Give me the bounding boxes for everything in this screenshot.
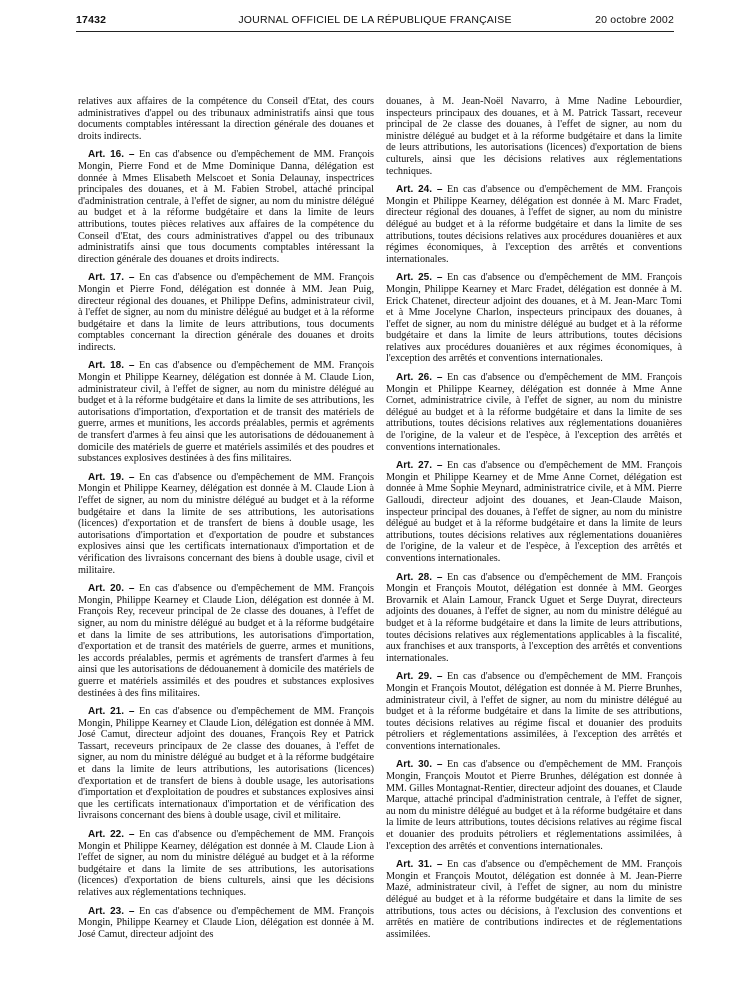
right-column [386, 96, 682, 947]
article-paragraph [78, 706, 374, 822]
article-paragraph [78, 906, 374, 941]
page-header [76, 14, 674, 32]
article-paragraph [78, 149, 374, 265]
article-number: Art. 23. – [88, 905, 135, 917]
article-number: Art. 29. – [396, 671, 443, 683]
article-number: Art. 28. – [396, 571, 443, 583]
article-paragraph [386, 184, 682, 265]
article-text: En cas d'absence ou d'empêchement de MM. François Mongin et Philippe Kearney, délégation est donnée à M. Marc Fradet, directeur régional des douanes, à l'effet de signer, au nom du ministre délégué au budget et à la réforme budgétaire et dans la limite de ses attributions, toutes décisions relatives aux procédures douanières et aux régimes économiques, à l'exception des arrêtés et conventions internationales. [386, 184, 683, 265]
article-paragraph [386, 96, 682, 177]
article-number: Art. 18. – [88, 360, 135, 372]
article-paragraph [386, 671, 682, 752]
article-paragraph [386, 372, 682, 453]
article-number: Art. 20. – [88, 583, 135, 595]
article-paragraph [78, 272, 374, 353]
article-paragraph [78, 583, 374, 699]
article-paragraph [78, 96, 374, 142]
page-number: 17432 [76, 14, 107, 26]
article-text: En cas d'absence ou d'empêchement de MM. François Mongin et Philippe Kearney, délégation est donnée à Mme Anne Cornet, administratrice civile, à l'effet de signer, au nom du ministre délégué au budget et à la réforme budgétaire et dans la limite de ses attributions, toutes décisions relatives aux réglementations douanières de l'origine, de la valeur et de l'espèce, à l'exception des arrêtés et conventions internationales. [386, 372, 683, 453]
article-number: Art. 24. – [396, 184, 443, 196]
article-number: Art. 16. – [88, 149, 135, 161]
article-text: En cas d'absence ou d'empêchement de MM. François Mongin, Pierre Fond et de Mme Dominique Danna, délégation est donnée à Mmes Elisabeth Melscoet et Sonia Delaunay, inspectrices principales des douanes, et à M. Fabien Strobel, attaché principal d'administration centrale, à l'effet de signer, au nom du ministre délégué au budget et à la réforme budgétaire et dans la limite de leurs attributions, toutes pièces relatives aux affaires de la compétence du Conseil d'Etat, des cours administratives d'appel ou des tribunaux administratifs ainsi que tous documents comptables intéressant la direction générale des douanes et droits indirects. [78, 149, 375, 265]
article-text: En cas d'absence ou d'empêchement de MM. François Mongin et Philippe Kearney, délégation est donnée à M. Claude Lion à l'effet de signer, au nom du ministre délégué au budget et à la réforme budgétaire et dans la limite de ses attributions, les autorisations (licences) d'exportation et de transfert de biens à double usage, les autorisations d'importation et d'exportation de poudre et substances explosives ainsi que les certificats internationaux d'importation et de vérification des livraisons concernant des biens à double usage, civil et militaire. [78, 471, 375, 576]
article-text: En cas d'absence ou d'empêchement de MM. François Mongin, Philippe Kearney et Claude Lion, délégation est donnée à MM. José Camut, directeur adjoint des douanes, François Rey et Patrick Tassart, receveurs principaux de 2e classe des douanes, à l'effet de signer, au nom du ministre délégué au budget et à la réforme budgétaire et dans la limite de leurs attributions, les autorisations (licences) d'exportation et de transfert de biens à double usage, les autorisations d'importation et d'exploitation de poudres et substances explosives ainsi que les certificats internationaux d'importation et de vérification des livraisons concernant des biens à double usage, civil et militaire. [78, 706, 375, 822]
article-text: relatives aux affaires de la compétence du Conseil d'Etat, des cours administratives d'appel ou des tribunaux administratifs ainsi que tous documents comptables intéressant la direction générale des douanes et droits indirects. [78, 96, 374, 142]
article-text: En cas d'absence ou d'empêchement de MM. François Mongin et François Moutot, délégation est donnée à M. Pierre Brunhes, administrateur civil, à l'effet de signer, au nom du ministre délégué au budget et à la réforme budgétaire et dans la limite de ses attributions, toutes décisions relatives au régime fiscal et douanier des produits pétroliers et réglementations assimilées, à l'exception des arrêtés et conventions internationales. [386, 671, 683, 752]
publication-date: 20 octobre 2002 [595, 14, 674, 26]
left-column [78, 96, 374, 947]
article-text: En cas d'absence ou d'empêchement de MM. François Mongin, François Moutot et Pierre Brunhes, délégation est donnée à MM. Gilles Montagnat-Rentier, directeur adjoint des douanes, et Claude Marque, attaché principal d'administration centrale, à l'effet de signer, au nom du ministre délégué au budget et à la réforme budgétaire et dans la limite de leurs attributions, toutes décisions relatives au régime fiscal et douanier des produits pétroliers et réglementations assimilées, à l'exception des arrêtés et conventions internationales. [386, 759, 683, 852]
article-text: En cas d'absence ou d'empêchement de MM. François Mongin et Philippe Kearney et de Mme Anne Cornet, délégation est donnée à Mme Sophie Meynard, administratrice civile, et à MM. Pierre Galloudi, directeur adjoint des douanes, et Jean-Claude Maison, inspecteur principal des douanes, à l'effet de signer, au nom du ministre délégué au budget et à la réforme budgétaire et dans la limite de leurs attributions, toutes décisions relatives aux réglementations douanières de l'origine, de la valeur et de l'espèce, à l'exception des arrêtés et conventions internationales. [386, 460, 683, 564]
article-text: En cas d'absence ou d'empêchement de MM. François Mongin et François Moutot, délégation est donnée à MM. Georges Brovarnik et Alain Lamour, Franck Uguet et Serge Duyrat, directeurs adjoints des douanes, à l'effet de signer, au nom du ministre délégué au budget et à la réforme budgétaire et dans la limite de leurs attributions, toutes décisions relatives aux réglementations applicables à la fiscalité, aux franchises et aux transports, à l'exception des arrêtés et conventions internationales. [386, 571, 683, 664]
article-text: En cas d'absence ou d'empêchement de MM. François Mongin et François Moutot, délégation est donnée à M. Jean-Pierre Mazé, administrateur civil, à l'effet de signer, au nom du ministre délégué au budget et à la réforme budgétaire et dans la limite de ses attributions, tous actes ou décisions, à l'exclusion des conventions et arrêtés en matière de contributions indirectes et de réglementations assimilées. [386, 859, 683, 940]
article-number: Art. 22. – [88, 829, 135, 841]
header-rule [76, 31, 674, 32]
article-number: Art. 27. – [396, 460, 443, 472]
article-number: Art. 17. – [88, 272, 135, 284]
article-paragraph [386, 272, 682, 365]
article-text: En cas d'absence ou d'empêchement de MM. François Mongin et Pierre Fond, délégation est donnée à MM. Jean Puig, directeur régional des douanes, et Philippe Defins, administrateur civil, à l'effet de signer, au nom du ministre délégué au budget et à la réforme budgétaire et dans la limite de leurs attributions, tous documents comptables concernant la direction générale des douanes et droits indirects. [78, 272, 375, 353]
article-paragraph [386, 859, 682, 940]
article-paragraph [386, 759, 682, 852]
article-number: Art. 21. – [88, 706, 135, 718]
journal-title: JOURNAL OFFICIEL DE LA RÉPUBLIQUE FRANÇAISE [238, 14, 512, 26]
article-number: Art. 25. – [396, 272, 443, 284]
article-text: En cas d'absence ou d'empêchement de MM. François Mongin et Philippe Kearney, délégation est donnée à M. Claude Lion à l'effet de signer, au nom du ministre délégué au budget et à la réforme budgétaire et dans la limite de ses attributions, les autorisations (licences) d'exportation de biens culturels, ainsi que les décisions relatives aux réglementations techniques. [78, 829, 375, 898]
article-text: En cas d'absence ou d'empêchement de MM. François Mongin, Philippe Kearney et Marc Fradet, délégation est donnée à M. Erick Chatenet, directeur adjoint des douanes, et à M. Jean-Marc Tomi et à Mme Jocelyne Charlon, inspecteurs principaux des douanes, à l'effet de signer, au nom du ministre délégué au budget et à la réforme budgétaire et dans la limite de leurs attributions, toutes décisions relatives aux procédures douanières et aux régimes économiques, à l'exception des arrêtés et conventions internationales. [386, 272, 683, 365]
article-number: Art. 19. – [88, 471, 135, 483]
article-text: En cas d'absence ou d'empêchement de MM. François Mongin et Philippe Kearney, délégation est donnée à M. Claude Lion, administrateur civil, à l'effet de signer, au nom du ministre délégué au budget et à la réforme budgétaire et dans la limite de ses attributions, les autorisations d'importation, d'exportation et de transit des matériels de guerre, armes et munitions, les accords préalables, permis et agréments de transfert d'armes à feu ainsi que les autorisations de dédouanement à domicile des matériels de guerre et matériels assimilés et des poudres et substances explosives destinées à des fins militaires. [78, 360, 375, 465]
article-text: douanes, à M. Jean-Noël Navarro, à Mme Nadine Lebourdier, inspecteurs principaux des douanes, et à M. Patrick Tassart, receveur principal de 2e classe des douanes, à l'effet de signer, au nom du ministre délégué au budget et à la réforme budgétaire et dans la limite de leurs attributions, les autorisations (licences) d'exportation de biens culturels, ainsi que les décisions relatives aux réglementations techniques. [386, 96, 682, 177]
article-number: Art. 26. – [396, 372, 443, 384]
article-paragraph [386, 572, 682, 665]
article-text: En cas d'absence ou d'empêchement de MM. François Mongin, Philippe Kearney et Claude Lion, délégation est donnée à M. François Rey, receveur principal de 2e classe des douanes, à l'effet de signer, au nom du ministre délégué au budget et à la réforme budgétaire et dans la limite de ses attributions, les autorisations d'importation, d'exportation et de transit des matériels de guerre, armes et munitions, les accords préalables, permis et agréments de transfert d'armes à feu ainsi que les autorisations de dédouanement à domicile des matériels de guerre et matériels assimilés et des poudres et substances explosives destinées à des fins militaires. [78, 583, 375, 699]
article-number: Art. 31. – [396, 859, 443, 871]
article-paragraph [78, 472, 374, 576]
article-paragraph [78, 829, 374, 899]
article-text: En cas d'absence ou d'empêchement de MM. François Mongin, Philippe Kearney et Claude Lion, délégation est donnée à M. José Camut, directeur adjoint des [78, 905, 375, 940]
article-number: Art. 30. – [396, 759, 443, 771]
article-paragraph [78, 360, 374, 464]
article-paragraph [386, 460, 682, 564]
